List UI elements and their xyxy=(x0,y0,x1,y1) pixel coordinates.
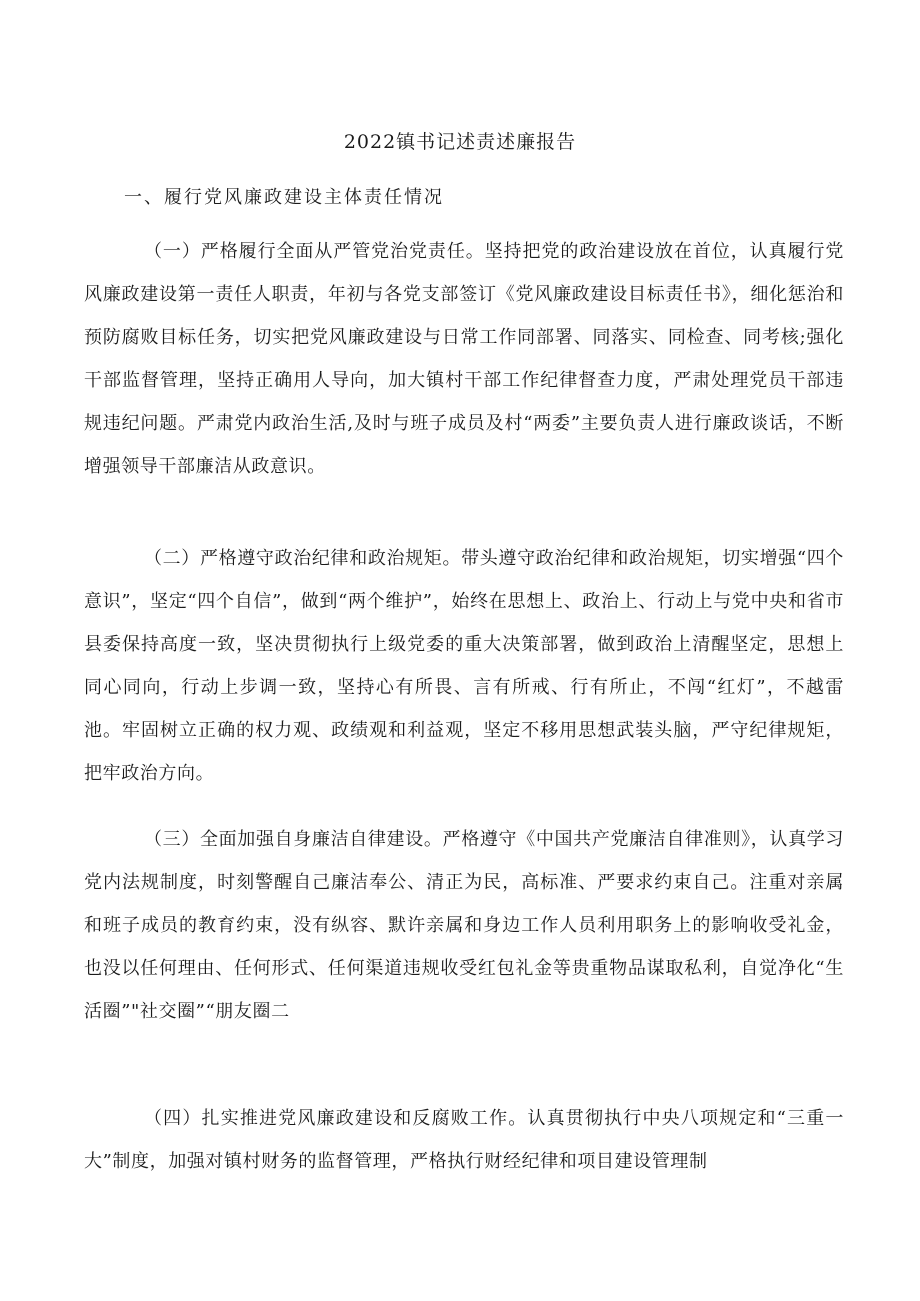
section-heading: 一、履行党风廉政建设主体责任情况 xyxy=(124,187,444,208)
paragraph-4: （四）扎实推进党风廉政建设和反腐败工作。认真贯彻执行中央八项规定和“三重一大”制度，加强对镇村财务的监督管理，严格执行财经纪律和项目建设管理制 xyxy=(84,1108,844,1172)
document-title: 2022镇书记述责述廉报告 xyxy=(343,131,577,153)
paragraph-2: （二）严格遵守政治纪律和政治规矩。带头遵守政治纪律和政治规矩，切实增强“四个意识”，坚定“四个自信”，做到“两个维护”，始终在思想上、政治上、行动上与党中央和省市县委保持高度一致，坚决贯彻执行上级党委的重大决策部署，做到政治上清醒坚定，思想上同心同向，行动上步调一致，坚持心有所畏、言有所戒、行有所止，不闯“红灯”，不越雷池。牢固树立正确的权力观、政绩观和利益观，坚定不移用思想武装头脑，严守纪律规矩，把牢政治方向。 xyxy=(84,548,844,784)
paragraph-1: （一）严格履行全面从严管党治党责任。坚持把党的政治建设放在首位，认真履行党风廉政建设第一责任人职责，年初与各党支部签订《党风廉政建设目标责任书》，细化惩治和预防腐败目标任务，切实把党风廉政建设与日常工作同部署、同落实、同检查、同考核;强化干部监督管理，坚持正确用人导向，加大镇村干部工作纪律督查力度，严肃处理党员干部违规违纪问题。严肃党内政治生活,及时与班子成员及村“两委”主要负责人进行廉政谈话，不断增强领导干部廉洁从政意识。 xyxy=(84,241,844,477)
paragraph-3: （三）全面加强自身廉洁自律建设。严格遵守《中国共产党廉洁自律准则》，认真学习党内法规制度，时刻警醒自己廉洁奉公、清正为民，高标准、严要求约束自己。注重对亲属和班子成员的教育约束，没有纵容、默许亲属和身边工作人员利用职务上的影响收受礼金，也没以任何理由、任何形式、任何渠道违规收受红包礼金等贵重物品谋取私利，自觉净化“生活圈”"社交圈”“朋友圈二 xyxy=(84,829,844,1022)
